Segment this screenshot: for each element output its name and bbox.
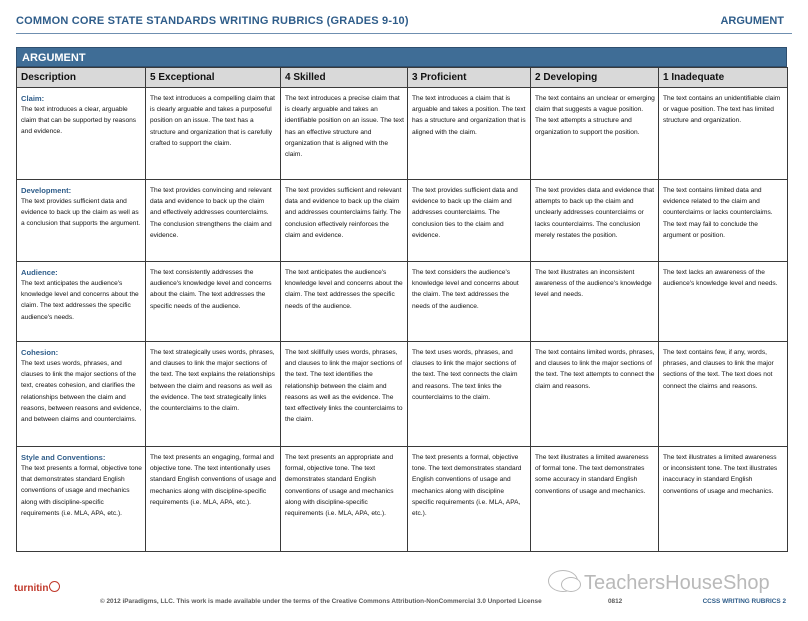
table-row	[17, 180, 788, 262]
criterion-description: The text presents a formal, objective tone that demonstrates standard English conventions of usage and mechanics along with discipline-specific requirements (i.e. MLA, APA, etc.).	[21, 465, 142, 517]
copyright-notice: © 2012 iParadigms, LLC. This work is made available under the terms of the Creative Commons Attribution-NonCommercial 3.0 Unported License	[100, 598, 542, 605]
level-cell: The text provides sufficient data and evidence to back up the claim and addresses counterclaims. The conclusion ties to the claim and evidence.	[408, 180, 531, 262]
level-cell: The text contains an unclear or emerging claim that suggests a vague position. The text attempts a structure and organization to support the position.	[531, 88, 659, 180]
level-cell: The text anticipates the audience's knowledge level and concerns about the claim. The text addresses the specific needs of the audience.	[281, 262, 408, 342]
level-cell: The text illustrates a limited awareness of formal tone. The text demonstrates some accuracy in standard English conventions of usage and mechanics.	[531, 447, 659, 552]
criterion-description: The text introduces a clear, arguable claim that can be supported by reasons and evidence.	[21, 106, 137, 136]
watermark-text: TeachersHouseShop	[584, 572, 770, 594]
rubric-band: ARGUMENT	[16, 47, 787, 67]
criterion-title: Style and Conventions:	[21, 453, 106, 462]
rubric-header-row	[17, 68, 788, 88]
logo-text: turnitin	[14, 583, 49, 594]
column-header: 4 Skilled	[281, 68, 408, 88]
level-cell: The text provides convincing and relevant data and evidence to back up the claim and effectively addresses counterclaims. The conclusion strengthens the claim and evidence.	[146, 180, 281, 262]
criterion-description: The text anticipates the audience's knowledge level and concerns about the claim. The text addresses the specific audience's needs.	[21, 280, 139, 321]
chat-bubble-icon	[548, 570, 578, 592]
level-cell: The text uses words, phrases, and clauses to link the major sections of the text. The text connects the claim and reasons. The text links the counterclaims to the claim.	[408, 342, 531, 447]
level-cell: The text illustrates a limited awareness or inconsistent tone. The text illustrates inaccuracy in standard English conventions of usage and mechanics.	[659, 447, 788, 552]
level-cell: The text illustrates an inconsistent awareness of the audience's knowledge level and needs.	[531, 262, 659, 342]
column-header: 1 Inadequate	[659, 68, 788, 88]
table-row	[17, 342, 788, 447]
level-cell: The text presents an engaging, formal and objective tone. The text intentionally uses standard English conventions of usage and mechanics along with discipline-specific requirements (i.e. MLA, APA, etc.).	[146, 447, 281, 552]
document-title: COMMON CORE STATE STANDARDS WRITING RUBRICS (GRADES 9-10)	[16, 15, 409, 27]
table-row	[17, 88, 788, 180]
level-cell: The text lacks an awareness of the audience's knowledge level and needs.	[659, 262, 788, 342]
table-row	[17, 262, 788, 342]
column-header: Description	[17, 68, 146, 88]
level-cell: The text introduces a claim that is arguable and takes a position. The text has a structure and organization that is aligned with the claim.	[408, 88, 531, 180]
watermark	[548, 570, 770, 595]
level-cell: The text provides sufficient and relevant data and evidence to back up the claim and addresses counterclaims fairly. The conclusion effectively reinforces the claim and evidence.	[281, 180, 408, 262]
criterion-description: The text uses words, phrases, and clauses to link the major sections of the text, creates cohesion, and clarifies the relationships between the claim and reasons, between reasons and evidence, and between claims and counterclaims.	[21, 360, 142, 424]
section-label: ARGUMENT	[720, 15, 784, 27]
criterion-title: Cohesion:	[21, 348, 59, 357]
criterion-title: Audience:	[21, 268, 58, 277]
page-label: CCSS WRITING RUBRICS 2	[702, 598, 786, 605]
criterion-cell	[17, 88, 146, 180]
criterion-cell	[17, 262, 146, 342]
criterion-title: Claim:	[21, 94, 45, 103]
level-cell: The text skillfully uses words, phrases, and clauses to link the major sections of the text. The text identifies the relationship between the claim and reasons as well as the evidence. The text effectively links the counterclaims to the claim.	[281, 342, 408, 447]
turnitin-logo	[14, 581, 60, 594]
level-cell: The text contains limited data and evidence related to the claim and counterclaims or lacks counterclaims. The text may fail to conclude the argument or position.	[659, 180, 788, 262]
criterion-cell	[17, 180, 146, 262]
column-header: 5 Exceptional	[146, 68, 281, 88]
level-cell: The text introduces a precise claim that is clearly arguable and takes an identifiable position on an issue. The text has an effective structure and organization that is aligned with the claim.	[281, 88, 408, 180]
criterion-description: The text provides sufficient data and evidence to back up the claim as well as a conclusion that supports the argument.	[21, 198, 141, 228]
level-cell: The text strategically uses words, phrases, and clauses to link the major sections of the text. The text explains the relationships between the claim and reasons as well as the evidence. The text strategically links the counterclaims to the claim.	[146, 342, 281, 447]
level-cell: The text consistently addresses the audience's knowledge level and concerns about the claim. The text addresses the specific needs of the audience.	[146, 262, 281, 342]
table-row	[17, 447, 788, 552]
rubric-table	[16, 67, 788, 552]
level-cell: The text presents a formal, objective tone. The text demonstrates standard English conventions of usage and mechanics along with discipline specific requirements (i.e. MLA, APA, etc.).	[408, 447, 531, 552]
criterion-cell	[17, 342, 146, 447]
level-cell: The text contains few, if any, words, phrases, and clauses to link the major sections of the text. The text does not connect the claims and reasons.	[659, 342, 788, 447]
level-cell: The text contains limited words, phrases, and clauses to link the major sections of the text. The text attempts to connect the claim and reasons.	[531, 342, 659, 447]
level-cell: The text considers the audience's knowledge level and concerns about the claim. The text addresses the needs of the audience.	[408, 262, 531, 342]
level-cell: The text presents an appropriate and formal, objective tone. The text demonstrates standard English conventions of usage and mechanics along with discipline-specific requirements (i.e. MLA, APA, etc.).	[281, 447, 408, 552]
level-cell: The text introduces a compelling claim that is clearly arguable and takes a purposeful position on an issue. The text has a structure and organization that is carefully crafted to support the claim.	[146, 88, 281, 180]
criterion-cell	[17, 447, 146, 552]
logo-mark-icon	[49, 581, 60, 592]
criterion-title: Development:	[21, 186, 72, 195]
document-code: 0812	[608, 598, 623, 605]
column-header: 3 Proficient	[408, 68, 531, 88]
header-divider	[16, 33, 792, 34]
level-cell: The text provides data and evidence that attempts to back up the claim and unclearly addresses counterclaims or lacks counterclaims. The conclusion merely restates the position.	[531, 180, 659, 262]
level-cell: The text contains an unidentifiable claim or vague position. The text has limited structure and organization.	[659, 88, 788, 180]
column-header: 2 Developing	[531, 68, 659, 88]
